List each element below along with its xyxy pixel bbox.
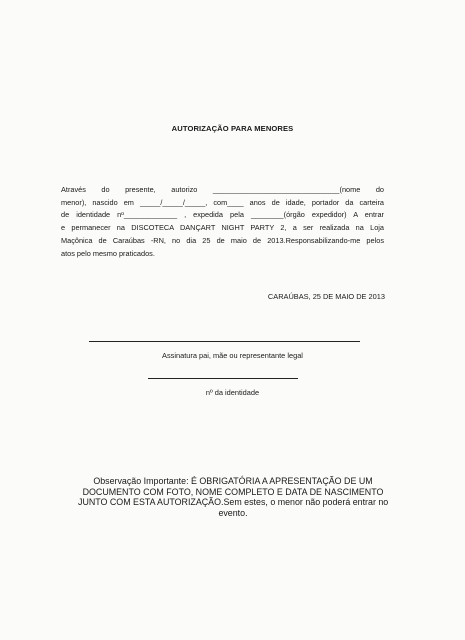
- important-note: [78, 476, 388, 518]
- body-line: Maçônica de Caraúbas -RN, no dia 25 de maio de 2013.Responsabilizando-me pelos: [61, 235, 384, 245]
- body-line: atos pelo mesmo praticados.: [61, 248, 155, 258]
- signature-label: Assinatura pai, mãe ou representante legal: [162, 351, 303, 360]
- note-line: evento.: [218, 507, 248, 518]
- note-line: JUNTO COM ESTA AUTORIZAÇÃO.Sem estes, o menor não poderá entrar no: [78, 497, 389, 508]
- authorization-body: [61, 184, 384, 260]
- body-line: Através do presente, autorizo _______________________________(nome do: [61, 185, 384, 194]
- signature-line: [89, 341, 360, 342]
- note-line: Observação Importante: É OBRIGATÓRIA A APRESENTAÇÃO DE UM: [93, 476, 373, 486]
- id-number-line: [148, 378, 298, 379]
- document-title: AUTORIZAÇÃO PARA MENORES: [171, 124, 294, 133]
- id-number-label: nº da identidade: [205, 388, 260, 397]
- note-line: DOCUMENTO COM FOTO, NOME COMPLETO E DATA DE NASCIMENTO: [82, 486, 384, 497]
- body-line: de identidade nº_____________ , expedida pela ________(órgão expedidor) A entrar: [61, 210, 384, 220]
- body-line: menor), nascido em _____/_____/_____, com____ anos de idade, portador da carteira: [61, 197, 384, 207]
- place-date: CARAÚBAS, 25 DE MAIO DE 2013: [267, 292, 385, 301]
- body-line: e permanecer na DISCOTECA DANÇART NIGHT PARTY 2, a ser realizada na Loja: [61, 223, 384, 233]
